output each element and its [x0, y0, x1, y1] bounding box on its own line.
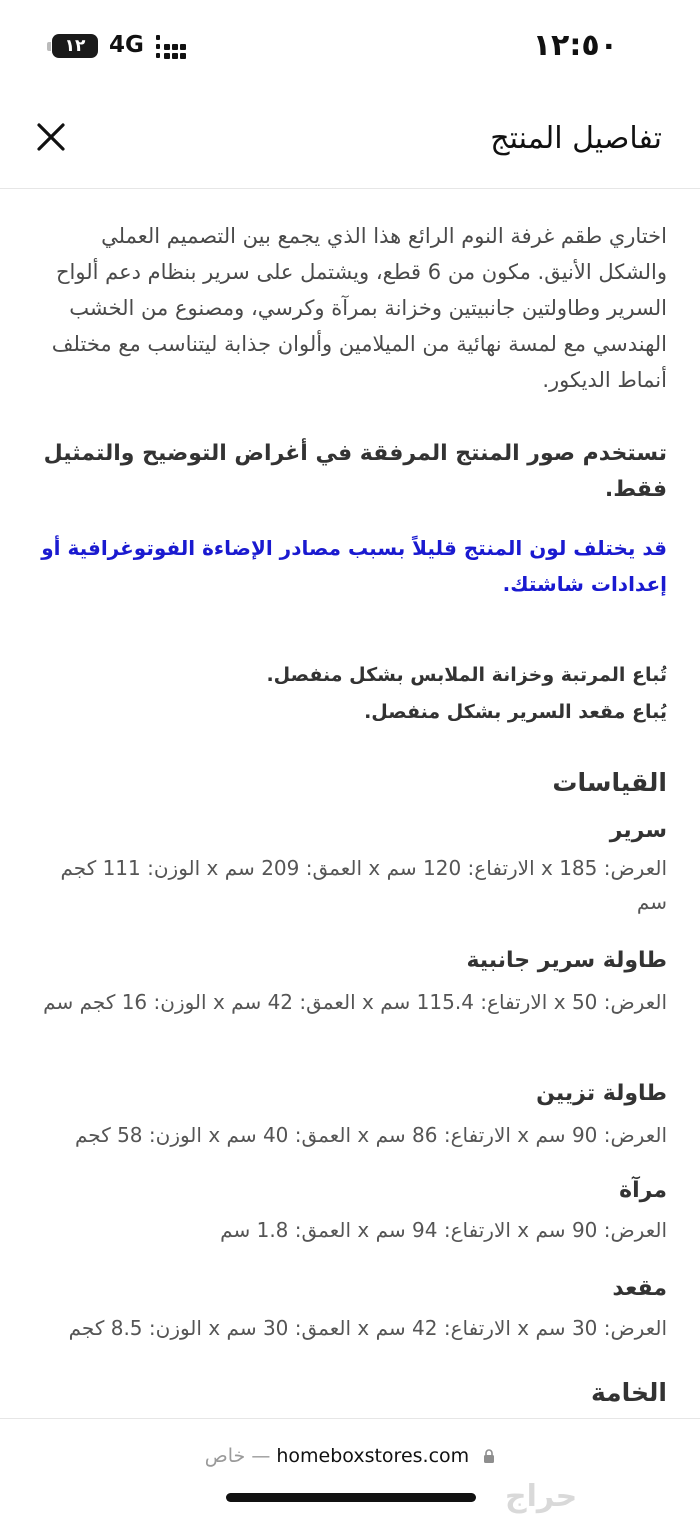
status-time: ١٢:٥٠: [532, 28, 618, 63]
material-heading: الخامة: [590, 1378, 667, 1407]
close-button[interactable]: [30, 116, 72, 158]
item-dims-dresser: العرض: 90 سم x الارتفاع: 86 سم x العمق: 40 سم x الوزن: 58 كجم: [74, 1123, 667, 1147]
color-disclaimer: قد يختلف لون المنتج قليلاً بسبب مصادر الإضاءة الفوتوغرافية أو إعدادات شاشتك.: [41, 536, 667, 596]
network-type: 4G: [109, 32, 144, 58]
lock-icon: [483, 1449, 495, 1463]
status-bar: [0, 0, 700, 95]
watermark-logo: حراج: [505, 1479, 578, 1514]
item-name-bed: سرير: [609, 818, 667, 843]
item-dims-stool: العرض: 30 سم x الارتفاع: 42 سم x العمق: 30 سم x الوزن: 8.5 كجم: [68, 1316, 667, 1340]
images-notice: تستخدم صور المنتج المرفقة في أغراض التوضيح والتمثيل فقط.: [43, 441, 667, 502]
battery-icon: ١٢: [52, 34, 98, 58]
private-label: خاص —: [204, 1445, 271, 1467]
measurements-heading: القياسات: [552, 768, 667, 797]
item-name-nightstand: طاولة سرير جانبية: [466, 948, 667, 973]
sheet-header: [0, 95, 700, 189]
product-description: اختاري طقم غرفة النوم الرائع هذا الذي يجمع بين التصميم العملي والشكل الأنيق. مكون من 6 قطع، ويشتمل على سرير بنظام دعم ألواح السرير وطاولتين جانبيتين وخزانة بمرآة وكرسي، ومصنوع من الخشب الهندسي مع لمسة نهائية من الميلامين وألوان جذابة ليتناسب مع مختلف أنماط الديكور.: [51, 224, 667, 392]
url-text: homeboxstores.com: [276, 1445, 470, 1467]
page-title: تفاصيل المنتج: [490, 121, 662, 156]
item-dims-nightstand: العرض: 50 x الارتفاع: 115.4 سم x العمق: 42 سم x الوزن: 16 كجم سم: [43, 990, 667, 1014]
item-dims-bed: العرض: 185 x الارتفاع: 120 سم x العمق: 209 سم x الوزن: 111 كجم سم: [60, 856, 667, 914]
item-name-dresser: طاولة تزيين: [536, 1081, 667, 1106]
browser-address-bar[interactable]: [0, 1418, 700, 1515]
item-name-mirror: مرآة: [619, 1178, 667, 1203]
signal-icon: [156, 35, 190, 59]
home-indicator[interactable]: [226, 1493, 476, 1502]
url-row[interactable]: [0, 1445, 700, 1467]
close-icon: [30, 116, 72, 158]
item-dims-mirror: العرض: 90 سم x الارتفاع: 94 سم x العمق: 1.8 سم: [220, 1218, 667, 1242]
sold-separately-note: تُباع المرتبة وخزانة الملابس بشكل منفصل.: [266, 664, 667, 686]
item-name-stool: مقعد: [612, 1276, 667, 1301]
product-details-content[interactable]: [0, 188, 700, 1418]
sold-separately-note: يُباع مقعد السرير بشكل منفصل.: [364, 701, 667, 723]
